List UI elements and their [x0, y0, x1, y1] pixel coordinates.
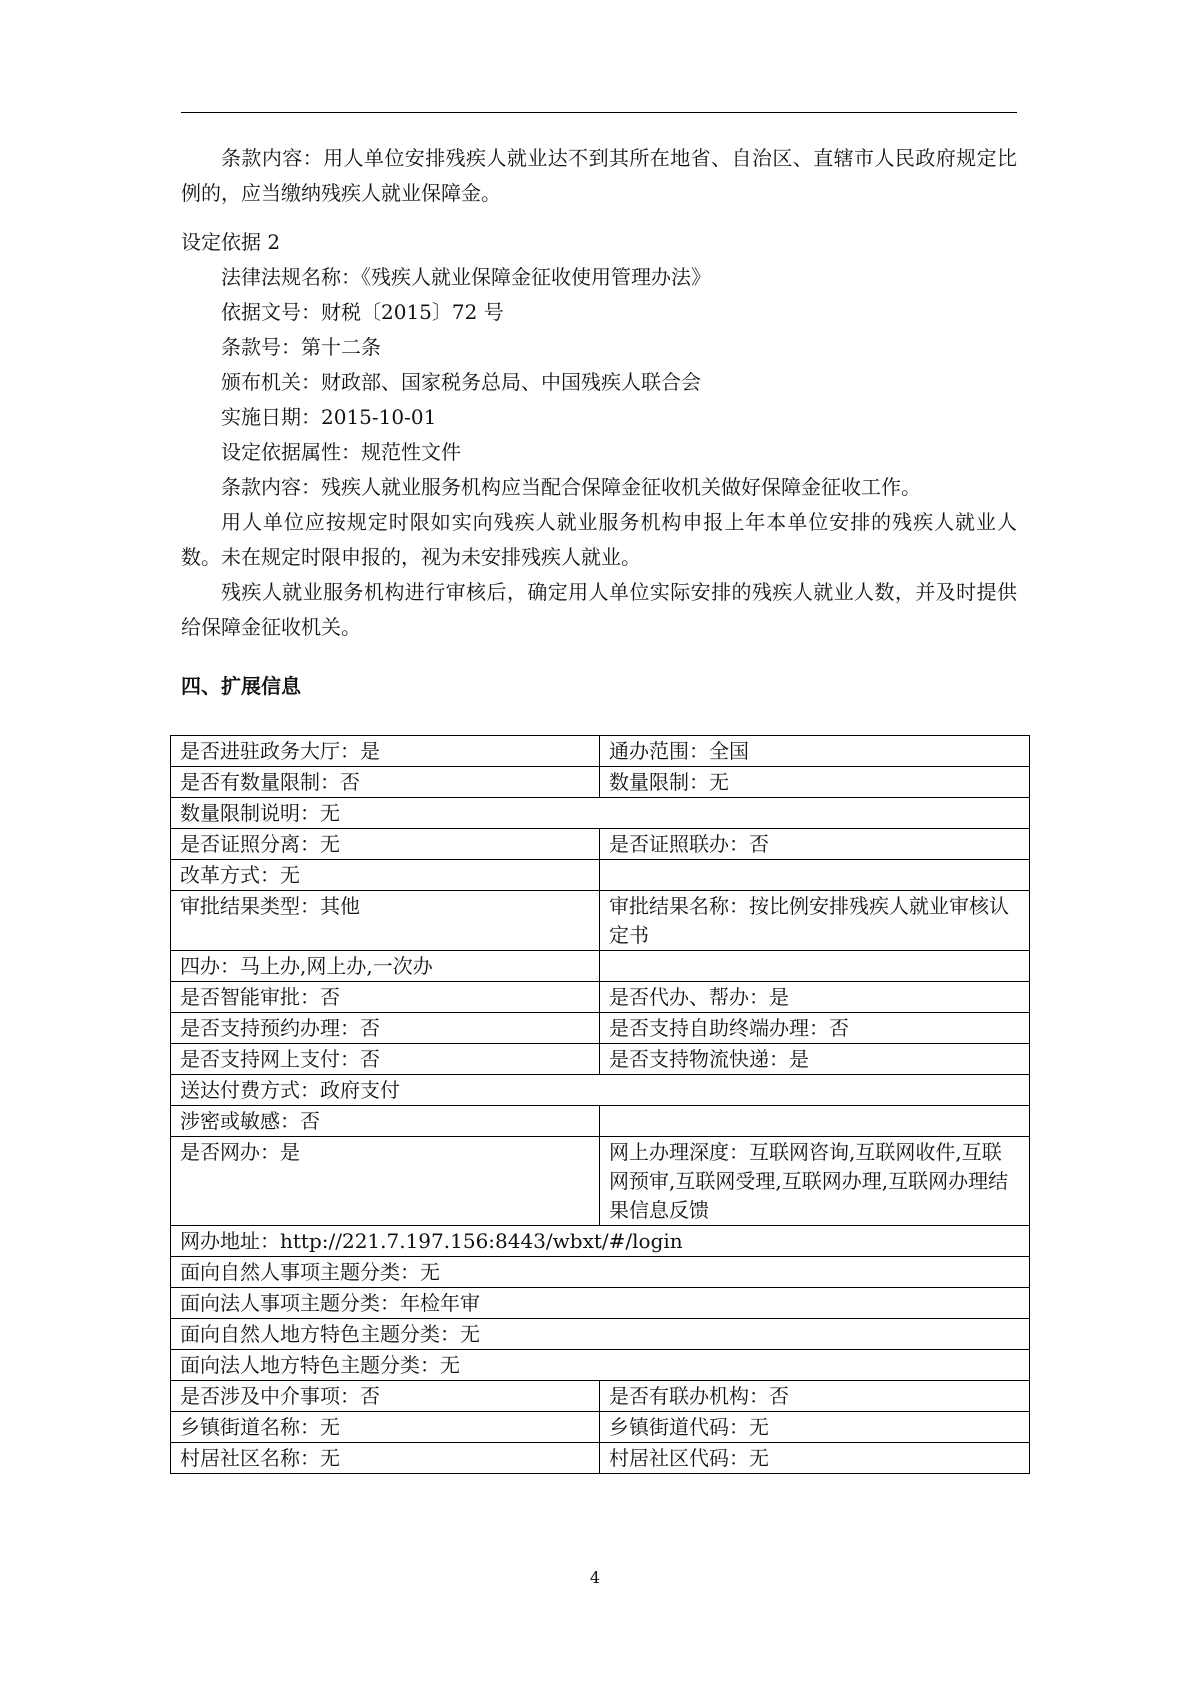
- basis-2-effective-date: 实施日期：2015-10-01: [221, 405, 437, 429]
- table-row: [171, 767, 1030, 798]
- table-cell-full: 面向自然人事项主题分类：无: [171, 1257, 1030, 1288]
- page-number: 4: [589, 1568, 601, 1587]
- document-body: [181, 141, 1017, 701]
- table-cell-full: 网办地址：http://221.7.197.156:8443/wbxt/#/login: [171, 1226, 1030, 1257]
- basis-2-issuer: 颁布机关：财政部、国家税务总局、中国残疾人联合会: [221, 370, 701, 394]
- table-row: [171, 1226, 1030, 1257]
- basis-2-law-name: 法律法规名称：《残疾人就业保障金征收使用管理办法》: [221, 265, 711, 289]
- basis-2-clause-3: 残疾人就业服务机构进行审核后，确定用人单位实际安排的残疾人就业人数，并及时提供给保障金征收机关。: [181, 580, 1017, 639]
- table-cell-left: 四办：马上办,网上办,一次办: [171, 951, 600, 982]
- table-row: [171, 1013, 1030, 1044]
- table-cell-left: 是否支持网上支付：否: [171, 1044, 600, 1075]
- table-row: [171, 1319, 1030, 1350]
- table-cell-right: 网上办理深度：互联网咨询,互联网收件,互联网预审,互联网受理,互联网办理,互联网办理结果信息反馈: [600, 1137, 1030, 1226]
- table-cell-left: 是否有数量限制：否: [171, 767, 600, 798]
- table-cell-left: 是否支持预约办理：否: [171, 1013, 600, 1044]
- table-row: [171, 1075, 1030, 1106]
- table-cell-right: [600, 951, 1030, 982]
- table-cell-left: 是否网办：是: [171, 1137, 600, 1226]
- table-cell-full: 面向法人地方特色主题分类：无: [171, 1350, 1030, 1381]
- table-row: [171, 982, 1030, 1013]
- table-cell-left: 是否智能审批：否: [171, 982, 600, 1013]
- table-cell-right: 是否证照联办：否: [600, 829, 1030, 860]
- table-cell-full: 面向法人事项主题分类：年检年审: [171, 1288, 1030, 1319]
- table-cell-right: 是否代办、帮办：是: [600, 982, 1030, 1013]
- basis-2-doc-number: 依据文号：财税〔2015〕72 号: [221, 300, 504, 324]
- table-row: [171, 1443, 1030, 1474]
- table-cell-right: 是否有联办机构：否: [600, 1381, 1030, 1412]
- table-cell-right: 审批结果名称：按比例安排残疾人就业审核认定书: [600, 891, 1030, 951]
- table-row: [171, 891, 1030, 951]
- table-row: [171, 1381, 1030, 1412]
- table-row: [171, 860, 1030, 891]
- table-row: [171, 1137, 1030, 1226]
- table-cell-right: [600, 1106, 1030, 1137]
- table-cell-right: [600, 860, 1030, 891]
- table-cell-full: 面向自然人地方特色主题分类：无: [171, 1319, 1030, 1350]
- table-row: [171, 798, 1030, 829]
- basis-2-article: 条款号：第十二条: [221, 335, 381, 359]
- extended-info-table-body: [171, 736, 1030, 1474]
- table-cell-right: 是否支持自助终端办理：否: [600, 1013, 1030, 1044]
- table-row: [171, 1288, 1030, 1319]
- extended-info-table: [170, 735, 1030, 1474]
- table-cell-left: 是否证照分离：无: [171, 829, 600, 860]
- table-cell-left: 改革方式：无: [171, 860, 600, 891]
- table-cell-right: 村居社区代码：无: [600, 1443, 1030, 1474]
- table-cell-left: 涉密或敏感：否: [171, 1106, 600, 1137]
- table-cell-left: 是否进驻政务大厅：是: [171, 736, 600, 767]
- top-clause-text: 条款内容：用人单位安排残疾人就业达不到其所在地省、自治区、直辖市人民政府规定比例的，应当缴纳残疾人就业保障金。: [181, 146, 1017, 205]
- table-cell-right: 乡镇街道代码：无: [600, 1412, 1030, 1443]
- table-row: [171, 829, 1030, 860]
- table-cell-right: 数量限制：无: [600, 767, 1030, 798]
- table-row: [171, 1106, 1030, 1137]
- table-cell-right: 通办范围：全国: [600, 736, 1030, 767]
- basis-2-title: 设定依据 2: [181, 230, 281, 254]
- table-cell-left: 村居社区名称：无: [171, 1443, 600, 1474]
- table-cell-full: 送达付费方式：政府支付: [171, 1075, 1030, 1106]
- basis-2-clause-1: 条款内容：残疾人就业服务机构应当配合保障金征收机关做好保障金征收工作。: [221, 475, 921, 499]
- table-cell-right: 是否支持物流快递：是: [600, 1044, 1030, 1075]
- table-row: [171, 736, 1030, 767]
- table-cell-full: 数量限制说明：无: [171, 798, 1030, 829]
- table-row: [171, 951, 1030, 982]
- basis-2-attribute: 设定依据属性：规范性文件: [221, 440, 461, 464]
- table-cell-left: 乡镇街道名称：无: [171, 1412, 600, 1443]
- basis-2-clause-2: 用人单位应按规定时限如实向残疾人就业服务机构申报上年本单位安排的残疾人就业人数。未在规定时限申报的，视为未安排残疾人就业。: [181, 510, 1017, 569]
- table-row: [171, 1044, 1030, 1075]
- table-row: [171, 1350, 1030, 1381]
- table-cell-left: 是否涉及中介事项：否: [171, 1381, 600, 1412]
- header-rule: [181, 112, 1017, 113]
- table-row: [171, 1412, 1030, 1443]
- section-4-heading: 四、扩展信息: [181, 674, 301, 698]
- table-row: [171, 1257, 1030, 1288]
- table-cell-left: 审批结果类型：其他: [171, 891, 600, 951]
